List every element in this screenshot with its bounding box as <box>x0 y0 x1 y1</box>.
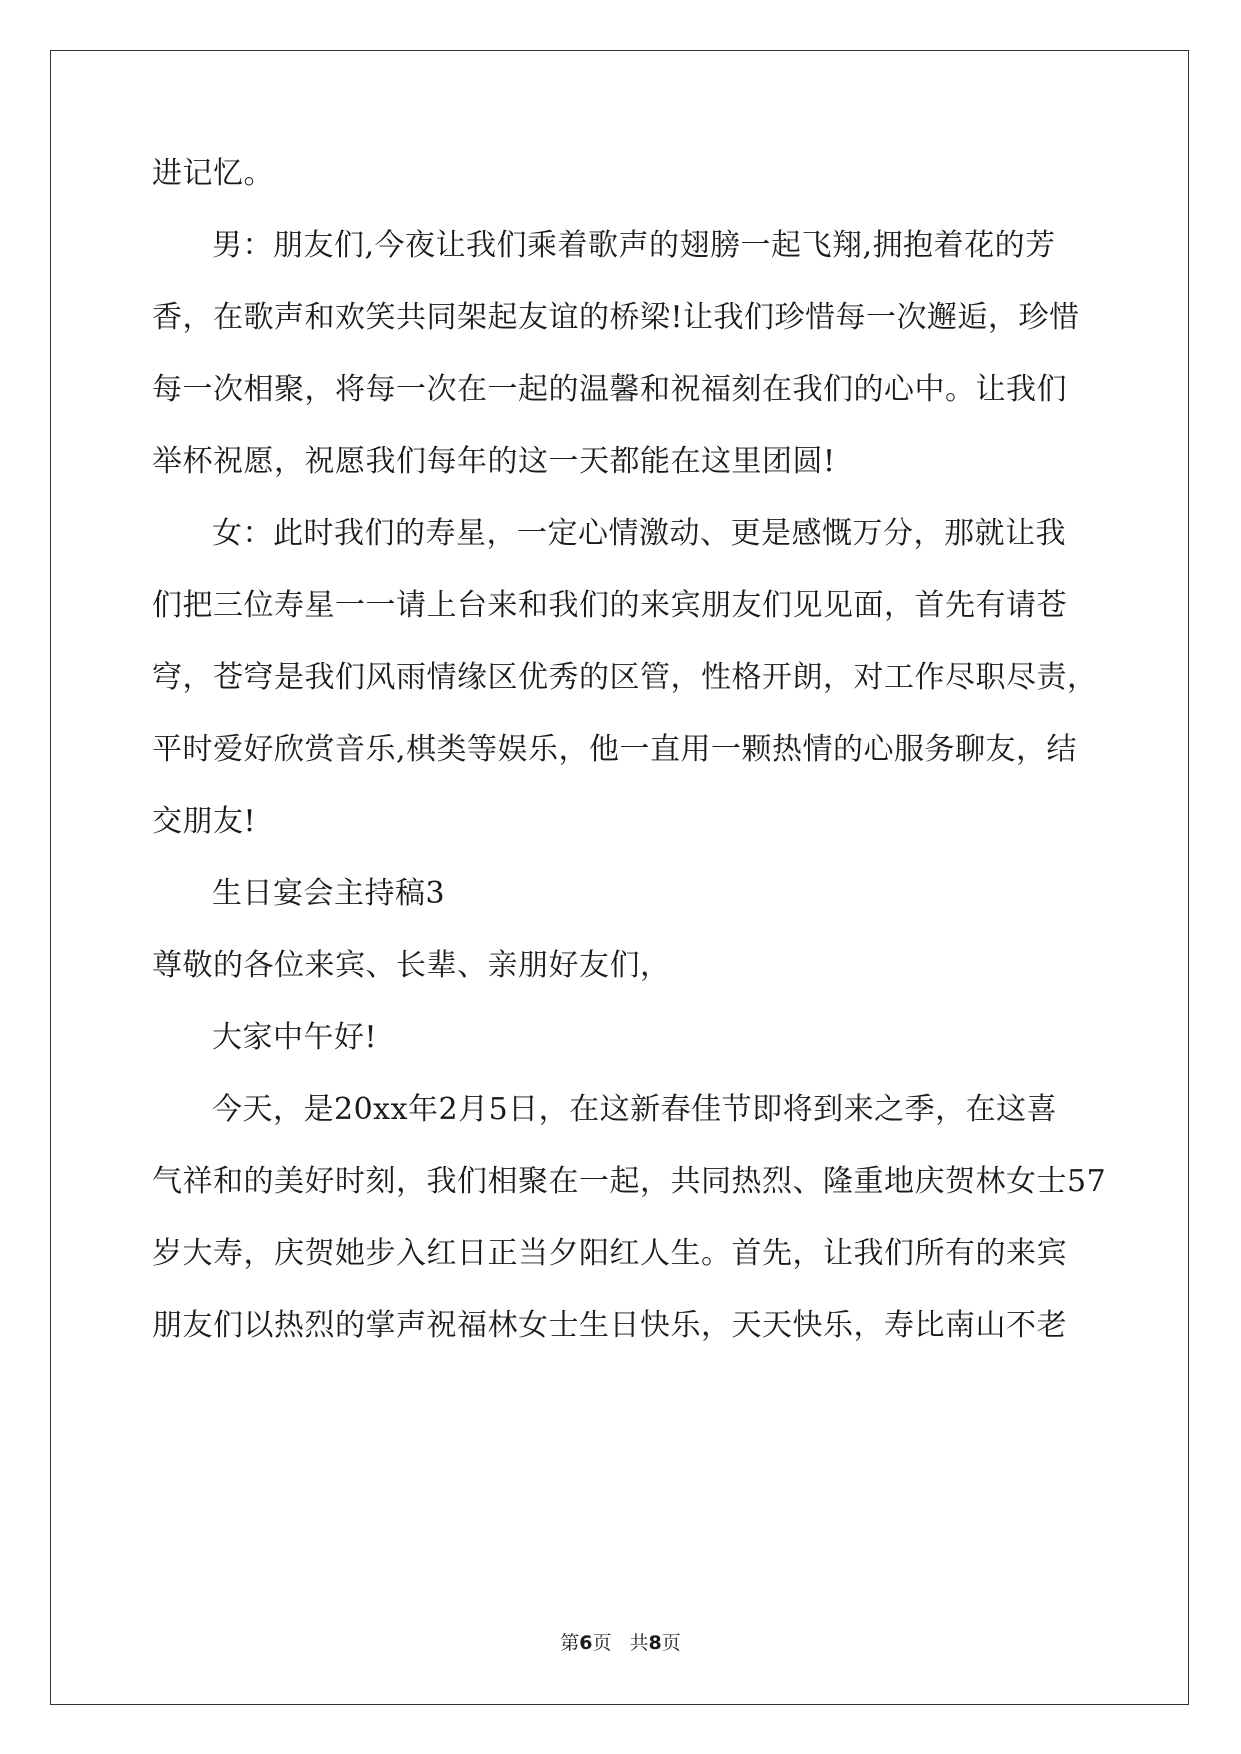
text-line: 今天，是20xx年2月5日，在这新春佳节即将到来之季，在这喜 <box>212 1092 1058 1127</box>
text-line: 岁大寿，庆贺她步入红日正当夕阳红人生。首先，让我们所有的来宾 <box>152 1236 1067 1271</box>
text-line: 女：此时我们的寿星，一定心情激动、更是感慨万分，那就让我 <box>212 516 1066 551</box>
text-line: 们把三位寿星一一请上台来和我们的来宾朋友们见见面，首先有请苍 <box>152 588 1067 623</box>
text-line: 香，在歌声和欢笑共同架起友谊的桥梁!让我们珍惜每一次邂逅，珍惜 <box>152 300 1080 335</box>
footer-total-prefix: 共 <box>629 1632 649 1654</box>
text-line: 大家中午好! <box>212 1020 378 1055</box>
footer-prefix: 第 <box>560 1632 580 1654</box>
text-line: 每一次相聚，将每一次在一起的温馨和祝福刻在我们的心中。让我们 <box>152 372 1067 407</box>
footer-total-suffix: 页 <box>661 1632 681 1654</box>
text-line: 举杯祝愿，祝愿我们每年的这一天都能在这里团圆! <box>152 444 836 479</box>
text-line: 男：朋友们,今夜让我们乘着歌声的翅膀一起飞翔,拥抱着花的芳 <box>212 228 1056 263</box>
current-page-number: 6 <box>579 1632 593 1654</box>
section-heading: 生日宴会主持稿3 <box>212 876 446 911</box>
text-line: 朋友们以热烈的掌声祝福林女士生日快乐，天天快乐，寿比南山不老 <box>152 1308 1067 1343</box>
text-line: 交朋友! <box>152 804 257 839</box>
text-line: 平时爱好欣赏音乐,棋类等娱乐，他一直用一颗热情的心服务聊友，结 <box>152 732 1078 767</box>
page-footer <box>0 1631 1241 1655</box>
total-pages-number: 8 <box>648 1632 662 1654</box>
text-line: 穹，苍穹是我们风雨情缘区优秀的区管，性格开朗，对工作尽职尽责， <box>152 660 1098 695</box>
text-line: 进记忆。 <box>152 156 274 191</box>
text-line: 气祥和的美好时刻，我们相聚在一起，共同热烈、隆重地庆贺林女士57 <box>152 1164 1107 1199</box>
footer-page-suffix: 页 <box>592 1632 612 1654</box>
text-line: 尊敬的各位来宾、长辈、亲朋好友们， <box>152 948 671 983</box>
